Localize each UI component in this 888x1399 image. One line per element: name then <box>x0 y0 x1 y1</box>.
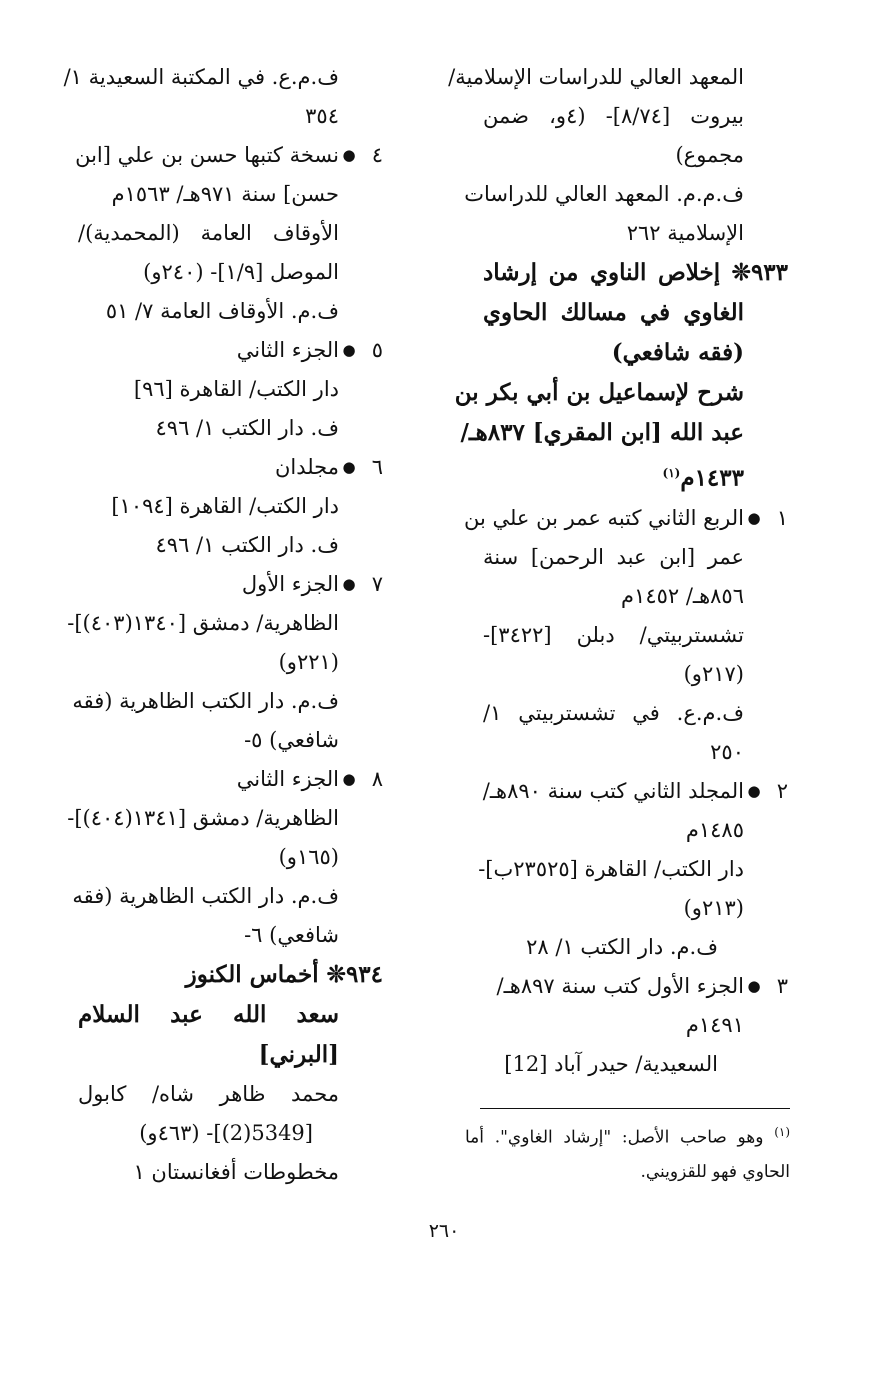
entry-author: سعد الله عبد السلام <box>78 1001 339 1028</box>
item-text: ف. دار الكتب ١/ ٤٩٦ <box>155 533 339 557</box>
text-line: بيروت [٨/٧٤]- (٤و، ضمن <box>483 104 744 128</box>
entry-author: شرح لإسماعيل بن أبي بكر بن <box>454 379 744 406</box>
list-item <box>483 967 788 1006</box>
item-7 <box>67 565 383 760</box>
text-line: ٣٥٤ <box>305 104 339 128</box>
entry-author-date: ١٤٣٣م <box>680 464 744 492</box>
item-text: الربع الثاني كتبه عمر بن علي بن <box>463 505 744 530</box>
item-number: ٦ <box>371 455 383 479</box>
list-item <box>78 448 383 487</box>
entry-author <box>483 453 788 499</box>
item-number: ٥ <box>371 338 383 362</box>
item-number: ٤ <box>371 143 383 167</box>
item-text: (٢١٧و) <box>683 661 744 686</box>
item-text: (٢٢١و) <box>278 650 339 674</box>
list-item <box>78 565 383 604</box>
item-text: دار الكتب/ القاهرة [٩٦] <box>133 377 339 401</box>
item-text: نسخة كتبها حسن بن علي [ابن <box>75 143 339 167</box>
footnote-divider <box>480 1108 790 1109</box>
right-column <box>448 58 788 1084</box>
bullet-icon: ● <box>342 770 356 788</box>
entry-title: ٩٣٤❊ أخماس الكنوز <box>185 961 383 988</box>
text-line: ف.م.م. المعهد العالي للدراسات <box>464 182 744 206</box>
item-text: شافعي) ٦- <box>244 923 339 947</box>
item-1 <box>463 499 788 772</box>
item-text: ٢٥٠ <box>710 739 744 764</box>
item-number: ١ <box>776 505 788 530</box>
list-item <box>78 760 383 799</box>
item-text: ف.م. دار الكتب ١/ ٢٨ <box>526 934 718 959</box>
item-text: ف.م. دار الكتب الظاهرية (فقه <box>72 689 339 713</box>
list-item <box>78 331 383 370</box>
item-text: شافعي) ٥- <box>244 728 339 752</box>
item-text: ف. دار الكتب ١/ ٤٩٦ <box>155 416 339 440</box>
item-text: دار الكتب/ القاهرة [١٠٩٤] <box>111 494 339 518</box>
bullet-icon: ● <box>747 508 761 527</box>
item-text: ٨٥٦هـ/ ١٤٥٢م <box>621 583 744 608</box>
item-text: مخطوطات أفغانستان ١ <box>133 1160 339 1184</box>
bullet-icon: ● <box>342 575 356 593</box>
item-3 <box>483 967 788 1084</box>
item-text: الظاهرية/ دمشق [١٣٤١(٤٠٤)]- <box>67 806 339 830</box>
footnote <box>465 1115 790 1189</box>
item-text: محمد ظاهر شاه/ كابول <box>78 1082 339 1106</box>
item-4 <box>75 136 383 331</box>
item-text: الجزء الثاني <box>236 338 339 362</box>
entry-author: [البرني] <box>258 1041 339 1068</box>
item-text: ف.م. الأوقاف العامة ٧/ ٥١ <box>105 299 339 323</box>
bullet-icon: ● <box>342 458 356 476</box>
list-item <box>75 136 383 175</box>
item-text: تشستربيتي/ دبلن [٣٤٢٢]- <box>483 622 744 647</box>
text-line: المعهد العالي للدراسات الإسلامية/ <box>448 65 744 89</box>
entry-title: الغاوي في مسالك الحاوي <box>483 299 744 326</box>
text-line: ف.م.ع. في المكتبة السعيدية ١/ <box>63 65 339 89</box>
item-text: ف.م.ع. في تشستربيتي ١/ <box>483 700 744 725</box>
item-number: ٨ <box>371 767 383 791</box>
item-text: ١٤٩١م <box>685 1012 744 1037</box>
item-text: الجزء الأول كتب سنة ٨٩٧هـ/ <box>496 973 744 998</box>
item-text: الأوقاف العامة (المحمدية)/ <box>78 221 339 245</box>
item-text: ١٤٨٥م <box>685 817 744 842</box>
item-text: مجلدان <box>274 455 339 479</box>
item-text: (١٦٥و) <box>278 845 339 869</box>
footnote-reference: (١) <box>662 466 681 480</box>
item-text: ف.م. دار الكتب الظاهرية (فقه <box>72 884 339 908</box>
item-5 <box>78 331 383 448</box>
item-text: دار الكتب/ القاهرة [٢٣٥٢٥ب]- <box>478 856 744 881</box>
entry-934 <box>78 955 383 1192</box>
list-item <box>483 772 788 811</box>
bullet-icon: ● <box>342 341 356 359</box>
text-line: الإسلامية ٢٦٢ <box>626 221 744 245</box>
item-text: السعيدية/ حيدر آباد [12] <box>504 1051 718 1076</box>
footnote-text: الحاوي فهو للقزويني. <box>640 1161 790 1182</box>
bullet-icon: ● <box>342 146 356 164</box>
item-2 <box>478 772 788 967</box>
item-text: حسن] سنة ٩٧١هـ/ ١٥٦٣م <box>111 182 339 206</box>
item-text: الظاهرية/ دمشق [١٣٤٠(٤٠٣)]- <box>67 611 339 635</box>
item-8 <box>67 760 383 955</box>
page-number: ٢٦٠ <box>428 1220 460 1242</box>
list-item <box>463 499 788 538</box>
bullet-icon: ● <box>747 976 761 995</box>
entry-title: ٩٣٣❊ إخلاص الناوي من إرشاد <box>483 259 788 286</box>
item-number: ٧ <box>371 572 383 596</box>
item-number: ٢ <box>776 778 788 803</box>
item-text: (٢١٣و) <box>683 895 744 920</box>
entry-title: (فقه شافعي) <box>611 339 744 366</box>
item-text: [5349(2)]- (٤٦٣و) <box>139 1121 313 1145</box>
entry-933 <box>454 253 788 499</box>
item-6 <box>78 448 383 565</box>
footnote-mark: (١) <box>774 1125 791 1139</box>
item-text: عمر [ابن عبد الرحمن] سنة <box>483 544 744 569</box>
item-text: الموصل [١/٩]- (٢٤٠و) <box>143 260 339 284</box>
text-line: مجموع) <box>675 143 744 167</box>
left-column <box>63 58 383 1192</box>
item-number: ٣ <box>776 973 788 998</box>
entry-author: عبد الله [ابن المقري] ٨٣٧هـ/ <box>460 419 744 446</box>
footnote-text: $^{(١)}$ وهو صاحب الأصل: "إرشاد الغاوي". أما <box>465 1125 791 1148</box>
bullet-icon: ● <box>747 781 761 800</box>
item-text: المجلد الثاني كتب سنة ٨٩٠هـ/ <box>482 778 744 803</box>
item-text: الجزء الأول <box>241 572 339 596</box>
item-text: الجزء الثاني <box>236 767 339 791</box>
